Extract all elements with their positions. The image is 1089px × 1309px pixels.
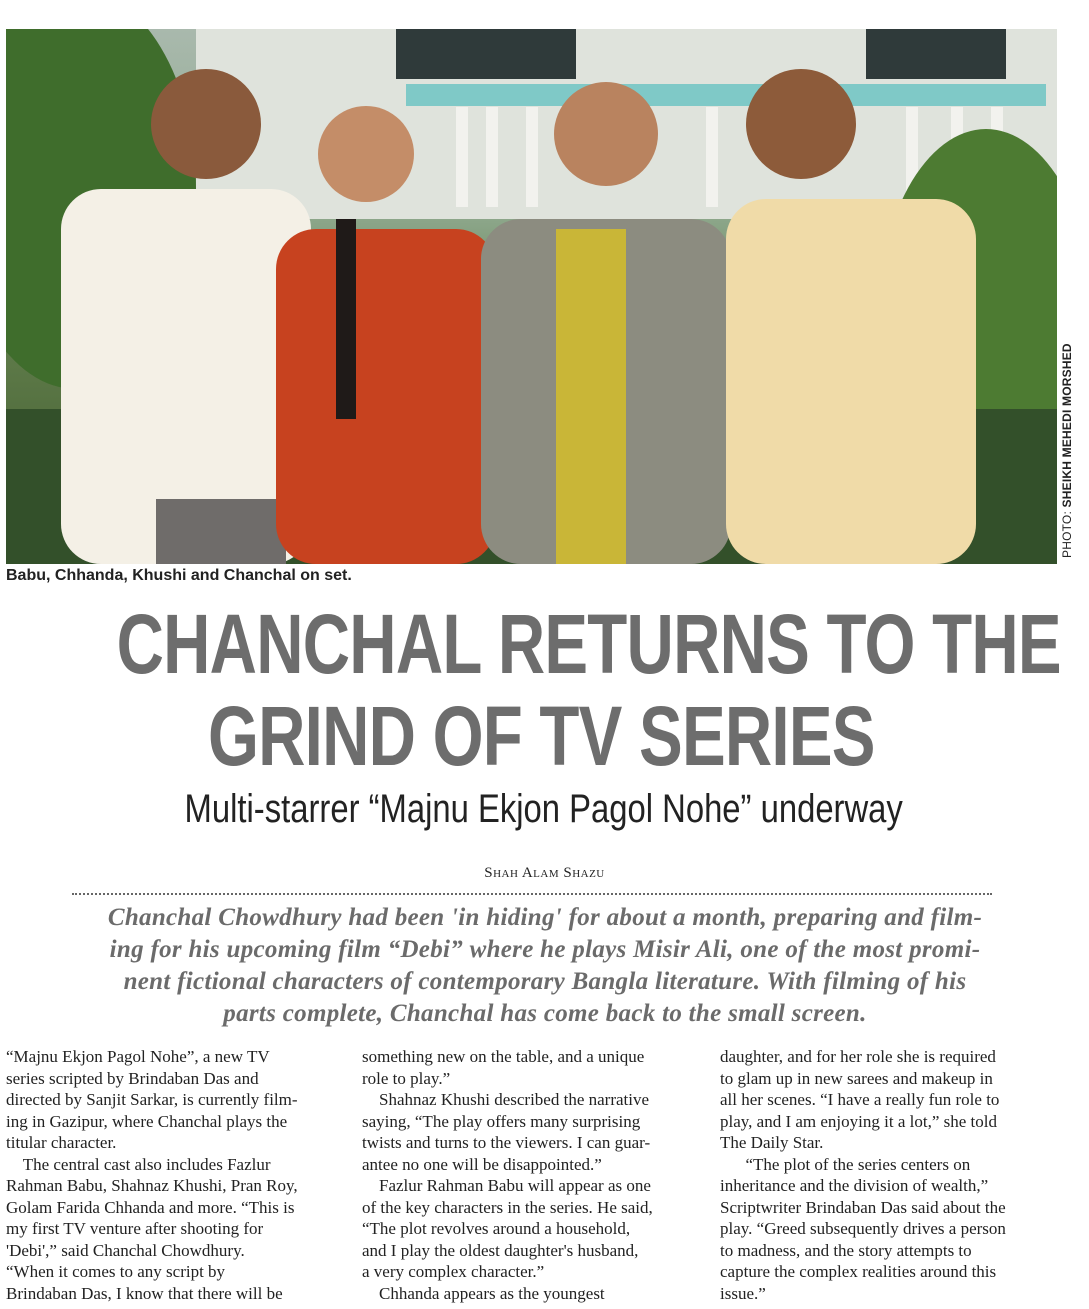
body-line: 'Debi',” said Chanchal Chowdhury.: [6, 1240, 245, 1260]
body-line: role to play.”: [362, 1068, 451, 1088]
body-line: of the key characters in the series. He said,: [362, 1197, 653, 1217]
body-line: Fazlur Rahman Babu will appear as one: [362, 1176, 651, 1195]
body-line: play, and I am enjoying it a lot,” she told: [720, 1111, 997, 1131]
headline-line-1: CHANCHAL RETURNS TO THE: [116, 597, 1061, 691]
body-line: my first TV venture after shooting for: [6, 1219, 264, 1238]
body-line: ing in Gazipur, where Chanchal plays the: [6, 1111, 288, 1131]
body-column-2: [362, 1046, 702, 1304]
photo-credit-name: SHEIKH MEHEDI MORSHED: [1060, 343, 1074, 508]
body-line: capture the complex realities around this: [720, 1262, 997, 1281]
body-line: inheritance and the division of wealth,”: [720, 1176, 989, 1195]
body-line: “Majnu Ekjon Pagol Nohe”, a new TV: [6, 1047, 270, 1066]
dotted-divider: [72, 893, 992, 895]
subheadline: Multi-starrer “Majnu Ekjon Pagol Nohe” underway: [184, 787, 903, 831]
body-line: saying, “The play offers many surprising: [362, 1111, 641, 1131]
intro-line: parts complete, Chanchal has come back to the small screen.: [223, 1000, 867, 1027]
body-column-1: [6, 1046, 346, 1304]
body-line: a very complex character.”: [362, 1262, 545, 1281]
intro-line: nent fictional characters of contemporary Bangla literature. With filming of his: [123, 968, 967, 995]
body-line: all her scenes. “I have a really fun role to: [720, 1090, 1000, 1109]
cast-photo: [6, 29, 1057, 564]
body-line: The Daily Star.: [720, 1133, 824, 1152]
body-line: “When it comes to any script by: [6, 1262, 226, 1281]
intro-paragraph: [30, 902, 1060, 1030]
photo-credit: [1060, 308, 1080, 558]
body-line: issue.”: [720, 1283, 766, 1303]
intro-line: ing for his upcoming film “Debi” where he plays Misir Ali, one of the most promi-: [109, 936, 981, 963]
body-line: Golam Farida Chhanda and more. “This is: [6, 1197, 295, 1217]
headline-line-2: GRIND OF TV SERIES: [207, 689, 875, 783]
byline: Shah Alam Shazu: [484, 865, 605, 881]
body-column-3: [720, 1046, 1060, 1304]
intro-line: Chanchal Chowdhury had been 'in hiding' for about a month, preparing and film-: [107, 904, 983, 931]
photo-credit-prefix: PHOTO:: [1060, 511, 1074, 558]
body-line: to madness, and the story attempts to: [720, 1240, 972, 1260]
body-line: play. “Greed subsequently drives a person: [720, 1219, 1006, 1238]
body-line: “The plot revolves around a household,: [362, 1219, 631, 1238]
body-line: and I play the oldest daughter's husband,: [362, 1240, 639, 1260]
body-line: series scripted by Brindaban Das and: [6, 1068, 259, 1088]
body-line: daughter, and for her role she is required: [720, 1047, 996, 1066]
body-line: twists and turns to the viewers. I can guar-: [362, 1133, 651, 1152]
photo-caption: Babu, Chhanda, Khushi and Chanchal on set.: [6, 567, 352, 584]
body-line: titular character.: [6, 1133, 117, 1152]
headline: [116, 597, 1061, 783]
body-line: The central cast also includes Fazlur: [6, 1154, 271, 1174]
body-line: Brindaban Das, I know that there will be: [6, 1283, 283, 1303]
body-line: directed by Sanjit Sarkar, is currently film-: [6, 1090, 298, 1109]
body-line: Scriptwriter Brindaban Das said about the: [720, 1197, 1006, 1217]
body-line: Shahnaz Khushi described the narrative: [362, 1090, 650, 1109]
body-line: Chhanda appears as the youngest: [362, 1283, 605, 1303]
body-line: to glam up in new sarees and makeup in: [720, 1068, 993, 1088]
body-line: “The plot of the series centers on: [720, 1154, 971, 1174]
body-line: antee no one will be disappointed.”: [362, 1154, 602, 1174]
body-line: something new on the table, and a unique: [362, 1047, 645, 1066]
body-line: Rahman Babu, Shahnaz Khushi, Pran Roy,: [6, 1176, 298, 1195]
